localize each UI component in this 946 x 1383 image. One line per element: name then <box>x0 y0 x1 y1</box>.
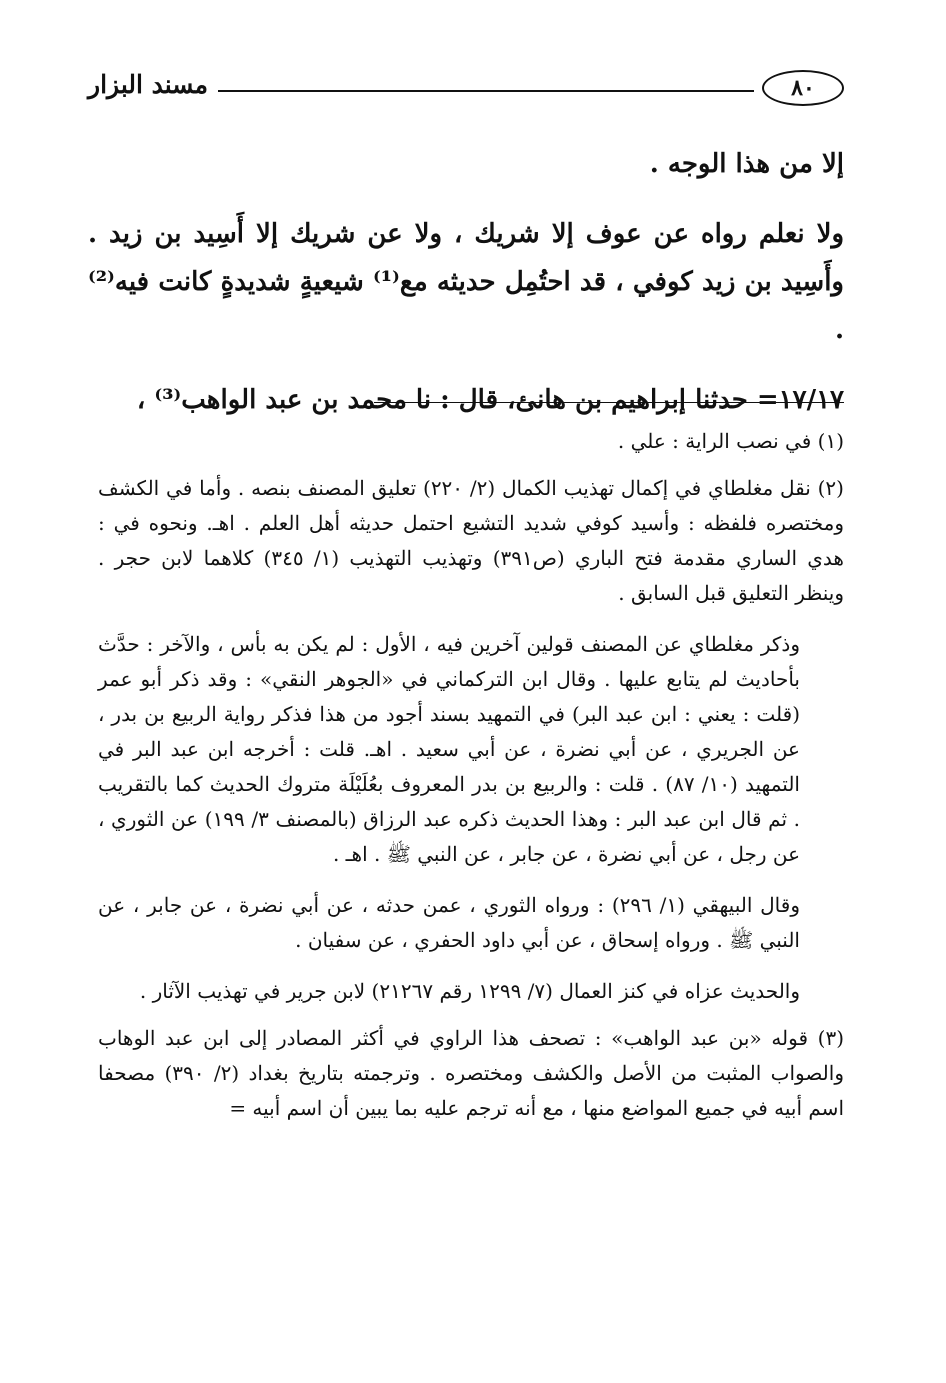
main-line-1: إلا من هذا الوجه . <box>649 149 844 179</box>
main-paragraph-2: ولا نعلم رواه عن عوف إلا شريك ، ولا عن شريك إلا أَسِيد بن زيد . وأَسِيد بن زيد كوفي ، قد احتُمِل حديثه مع⁽¹⁾ شيعيةٍ شديدةٍ كانت فيه⁽²⁾ . <box>88 219 844 345</box>
footnote-2-continuation-1: وذكر مغلطاي عن المصنف قولين آخرين فيه ، الأول : لم يكن به بأس ، والآخر : حدَّث بأحاديث لم يتابع عليها . وقال ابن التركماني في «الجوهر النقي» : وقد ذكر أبو عمر (قلت : يعني : ابن عبد البر) في التمهيد بسند أجود من هذا فذكر رواية الربيع بن بدر ، عن الجريري ، عن أبي نضرة ، عن أبي سعيد . اهـ. قلت : أخرجه ابن عبد البر في التمهيد (١٠/ ٨٧) . قلت : والربيع بن بدر المعروف بعُلَيْلَة متروك الحديث كما بالتقريب . ثم قال ابن عبد البر : وهذا الحديث ذكره عبد الرزاق (بالمصنف ٣/ ١٩٩) عن الثوري ، عن رجل ، عن أبي نضرة ، عن جابر ، عن النبي ﷺ . اهـ . <box>98 632 800 866</box>
footnote-3: (٣) قوله «بن عبد الواهب» : تصحف هذا الراوي في أكثر المصادر إلى ابن عبد الوهاب والصواب المثبت من الأصل والكشف ومختصره . وترجمته بتاريخ بغداد (٢/ ٣٩٠) مصحفا اسم أبيه في جميع المواضع منها ، مع أنه ترجم عليه بما يبين أن اسم أبيه = <box>98 1026 844 1120</box>
page-header <box>88 66 844 114</box>
header-rule <box>218 90 754 92</box>
main-paragraph-3: ١٧/١٧= حدثنا إبراهيم بن هانئ، قال : نا محمد بن عبد الواهب⁽³⁾ ، <box>136 385 844 415</box>
page-number-badge: ٨٠ <box>762 70 844 106</box>
footnote-1: (١) في نصب الراية : علي . <box>617 429 844 453</box>
main-text <box>88 140 844 424</box>
footnote-2-continuation-3: والحديث عزاه في كنز العمال (٧/ ١٢٩٩ رقم ٢١٢٦٧) لابن جرير في تهذيب الآثار . <box>139 979 800 1003</box>
footnote-2-continuation-2: وقال البيهقي (١/ ٢٩٦) : ورواه الثوري ، عمن حدثه ، عن أبي نضرة ، عن جابر ، عن النبي ﷺ . ورواه إسحاق ، عن أبي داود الحفري ، عن سفيان . <box>98 893 800 952</box>
footnotes <box>98 424 844 1126</box>
running-title: مسند البزار <box>88 70 208 99</box>
footnote-separator <box>374 402 844 403</box>
footnote-2: (٢) نقل مغلطاي في إكمال تهذيب الكمال (٢/ ٢٢٠) تعليق المصنف بنصه . وأما في الكشف ومختصره فلفظه : وأسيد كوفي شديد التشيع احتمل حديثه أهل العلم . اهـ. ونحوه في : هدي الساري مقدمة فتح الباري (ص٣٩١) وتهذيب التهذيب (١/ ٣٤٥) كلاهما لابن حجر . وينظر التعليق قبل السابق . <box>98 476 844 605</box>
